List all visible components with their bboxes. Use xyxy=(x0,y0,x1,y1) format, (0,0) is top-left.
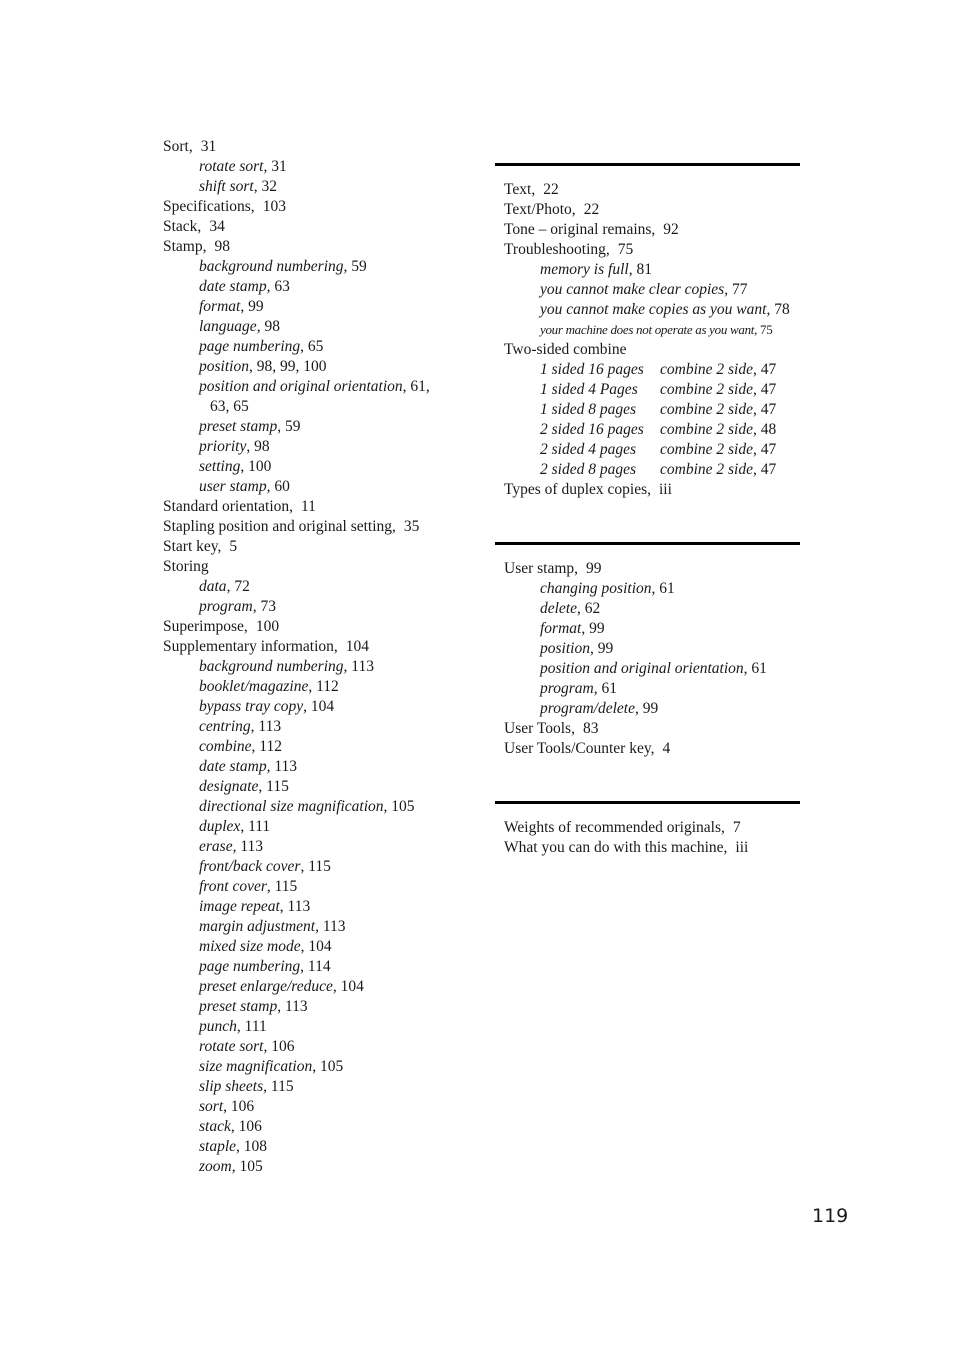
index-term: centring xyxy=(199,718,251,735)
index-page-ref: 34 xyxy=(209,218,225,235)
index-term: staple xyxy=(199,1138,237,1155)
index-page-ref: , 98, 99, 100 xyxy=(248,358,327,375)
index-entry xyxy=(504,818,800,838)
index-term: background numbering xyxy=(199,258,344,275)
index-term: Superimpose, xyxy=(163,618,248,635)
index-page-ref: , 47 xyxy=(752,381,777,398)
index-entry xyxy=(504,240,800,260)
index-term: designate xyxy=(199,778,259,795)
index-subentry xyxy=(504,300,800,320)
index-term: program xyxy=(199,598,253,615)
index-term: front/back cover xyxy=(199,858,301,875)
index-entry xyxy=(163,217,473,237)
index-term: What you can do with this machine, xyxy=(504,839,728,856)
index-page-ref: , 75 xyxy=(754,322,773,337)
index-subentry xyxy=(163,677,473,697)
index-page-ref: 83 xyxy=(582,720,599,737)
index-subentry xyxy=(163,1057,473,1077)
index-page-ref: , 59 xyxy=(277,418,301,435)
index-term: program/delete xyxy=(540,700,635,717)
index-term: rotate sort xyxy=(199,1038,264,1055)
index-page-ref: , 61, xyxy=(402,378,430,395)
index-term: you cannot make clear copies xyxy=(540,281,725,298)
index-term-detail: combine 2 side xyxy=(660,441,753,458)
index-term: Text/Photo, xyxy=(504,201,576,218)
index-term: Specifications, xyxy=(163,198,255,215)
index-entry xyxy=(163,637,473,657)
index-term-detail: combine 2 side xyxy=(660,421,753,438)
index-term: Storing xyxy=(163,558,209,575)
index-term: rotate sort xyxy=(199,158,264,175)
index-page-ref: , 106 xyxy=(263,1038,295,1055)
index-page-ref: , 112 xyxy=(251,738,282,755)
index-term: Sort, xyxy=(163,138,193,155)
index-page-ref: 11 xyxy=(301,498,316,515)
index-page-ref: , 32 xyxy=(253,178,277,195)
index-section xyxy=(495,542,800,759)
index-term: User Tools, xyxy=(504,720,575,737)
index-subentry xyxy=(163,1157,473,1177)
index-subentry xyxy=(163,377,473,397)
index-subentry xyxy=(163,277,473,297)
index-term: data xyxy=(199,578,227,595)
index-term-detail: combine 2 side xyxy=(660,401,753,418)
index-entry xyxy=(504,200,800,220)
index-page-ref: 104 xyxy=(345,638,370,655)
index-page-ref: iii xyxy=(735,839,749,856)
index-page-ref: , 63 xyxy=(266,278,290,295)
index-term: position xyxy=(199,358,249,375)
index-page-ref: , 100 xyxy=(240,458,272,475)
index-page-ref: , 61 xyxy=(743,660,767,677)
page-number: 119 xyxy=(812,1205,849,1227)
index-subentry xyxy=(163,897,473,917)
index-term: priority xyxy=(199,438,247,455)
index-page-ref: , 104 xyxy=(332,978,364,995)
index-page-ref: , 113 xyxy=(250,718,282,735)
index-page-ref: , 105 xyxy=(383,798,415,815)
index-term: 2 sided 4 pages xyxy=(540,441,637,458)
index-page-ref: 75 xyxy=(617,241,634,258)
index-subentry xyxy=(163,457,473,477)
index-page-ref: 22 xyxy=(583,201,600,218)
index-subentry xyxy=(504,440,800,460)
index-subentry xyxy=(163,977,473,997)
index-subentry xyxy=(504,679,800,699)
index-page-ref: 4 xyxy=(662,740,671,757)
index-term: Weights of recommended originals, xyxy=(504,819,725,836)
index-term: date stamp xyxy=(199,758,267,775)
index-entry xyxy=(504,719,800,739)
index-subentry xyxy=(163,817,473,837)
index-entry xyxy=(163,497,473,517)
index-page-ref: 99 xyxy=(586,560,602,577)
index-subentry xyxy=(504,659,800,679)
index-term: Stack, xyxy=(163,218,202,235)
index-entry xyxy=(504,739,800,759)
index-subentry xyxy=(163,437,473,457)
index-term: erase xyxy=(199,838,233,855)
index-term: Text, xyxy=(504,181,536,198)
index-page-ref: , 113 xyxy=(266,758,298,775)
index-subentry xyxy=(504,460,800,480)
index-subentry xyxy=(163,177,473,197)
index-page-ref: , 99 xyxy=(240,298,264,315)
index-subentry xyxy=(163,417,473,437)
index-entry xyxy=(163,137,473,157)
index-term: format xyxy=(540,620,582,637)
index-term: memory is full xyxy=(540,261,629,278)
index-term: Two-sided combine xyxy=(504,341,627,358)
index-term: preset stamp xyxy=(199,998,278,1015)
index-term: 63, 65 xyxy=(210,398,249,415)
index-term-detail: combine 2 side xyxy=(660,361,753,378)
index-term: User stamp, xyxy=(504,560,579,577)
index-page-ref: 92 xyxy=(663,221,679,238)
index-subentry xyxy=(504,639,800,659)
index-subentry xyxy=(163,597,473,617)
index-subentry xyxy=(504,420,800,440)
index-term: language xyxy=(199,318,257,335)
index-subentry xyxy=(163,757,473,777)
index-page-ref: , 47 xyxy=(752,441,777,458)
index-page-ref: , 104 xyxy=(303,698,335,715)
index-page-ref: , 77 xyxy=(724,281,748,298)
index-subentry xyxy=(163,777,473,797)
index-term: Stamp, xyxy=(163,238,207,255)
index-page-ref: , 113 xyxy=(232,838,264,855)
index-subentry xyxy=(163,577,473,597)
index-term: 2 sided 16 pages xyxy=(540,421,644,438)
index-page-ref: , 98 xyxy=(256,318,280,335)
index-page-ref: 35 xyxy=(403,518,420,535)
index-subentry xyxy=(163,1037,473,1057)
index-term: 1 sided 4 Pages xyxy=(540,381,638,398)
index-entry xyxy=(163,197,473,217)
index-page-ref: , 111 xyxy=(240,818,271,835)
index-term: bypass tray copy xyxy=(199,698,304,715)
index-page-ref: , 115 xyxy=(258,778,289,795)
index-page-ref: 7 xyxy=(732,819,741,836)
index-term: Start key, xyxy=(163,538,222,555)
index-page-ref: , 61 xyxy=(651,580,675,597)
index-term: 1 sided 8 pages xyxy=(540,401,637,418)
index-term: preset enlarge/reduce xyxy=(199,978,333,995)
index-subentry xyxy=(163,257,473,277)
index-page-ref: , 60 xyxy=(266,478,290,495)
index-entry xyxy=(504,559,800,579)
index-term: combine xyxy=(199,738,252,755)
index-subentry xyxy=(163,917,473,937)
index-term: Standard orientation, xyxy=(163,498,293,515)
index-subentry xyxy=(163,837,473,857)
index-page-ref: , 113 xyxy=(315,918,346,935)
index-term: program xyxy=(540,680,594,697)
index-page-ref: , 105 xyxy=(231,1158,263,1175)
index-term: shift sort xyxy=(199,178,254,195)
index-page-ref: , 73 xyxy=(252,598,276,615)
index-subentry xyxy=(163,1137,473,1157)
index-page-ref: , 112 xyxy=(308,678,339,695)
index-subentry xyxy=(163,357,473,377)
index-subentry xyxy=(504,260,800,280)
index-page-ref: , 113 xyxy=(279,898,311,915)
index-page-ref: , 59 xyxy=(343,258,367,275)
index-subentry xyxy=(504,320,800,340)
index-term-detail: combine 2 side xyxy=(660,381,753,398)
index-page-ref: , 113 xyxy=(277,998,308,1015)
index-term: setting xyxy=(199,458,241,475)
index-page-ref: , 111 xyxy=(236,1018,267,1035)
index-subentry xyxy=(163,397,473,417)
index-term: 2 sided 8 pages xyxy=(540,461,637,478)
index-term: slip sheets xyxy=(199,1078,264,1095)
index-page-ref: , 104 xyxy=(300,938,332,955)
index-term: front cover xyxy=(199,878,267,895)
index-term: size magnification xyxy=(199,1058,313,1075)
index-page-ref: , 105 xyxy=(312,1058,344,1075)
index-page-ref: , 78 xyxy=(766,301,790,318)
index-term: position and original orientation xyxy=(199,378,403,395)
index-term: Types of duplex copies, xyxy=(504,481,651,498)
index-page-ref: , 106 xyxy=(230,1118,262,1135)
index-subentry xyxy=(504,579,800,599)
index-page-ref: , 72 xyxy=(226,578,250,595)
index-subentry xyxy=(504,380,800,400)
index-term: booklet/magazine xyxy=(199,678,309,695)
index-term: punch xyxy=(199,1018,237,1035)
index-subentry xyxy=(504,280,800,300)
index-term: zoom xyxy=(199,1158,232,1175)
index-term: page numbering xyxy=(199,338,301,355)
index-term: user stamp xyxy=(199,478,267,495)
index-entry xyxy=(504,480,800,500)
index-subentry xyxy=(504,699,800,719)
index-page-ref: , 115 xyxy=(263,1078,294,1095)
index-entry xyxy=(163,617,473,637)
index-page-ref: , 108 xyxy=(236,1138,268,1155)
index-page-ref: , 113 xyxy=(343,658,374,675)
index-term: delete xyxy=(540,600,578,617)
index-page-ref: , 99 xyxy=(581,620,605,637)
index-term: your machine does not operate as you want xyxy=(540,322,755,337)
index-page-ref: , 99 xyxy=(589,640,614,657)
index-column-right xyxy=(495,163,800,858)
index-subentry xyxy=(163,877,473,897)
index-page-ref: 98 xyxy=(214,238,230,255)
index-term: 1 sided 16 pages xyxy=(540,361,644,378)
index-term: mixed size mode xyxy=(199,938,301,955)
index-page-ref: , 98 xyxy=(246,438,270,455)
index-term: sort xyxy=(199,1098,224,1115)
index-term: changing position xyxy=(540,580,652,597)
index-subentry xyxy=(163,957,473,977)
index-subentry xyxy=(163,1097,473,1117)
index-subentry xyxy=(163,337,473,357)
index-entry xyxy=(163,517,473,537)
index-subentry xyxy=(163,797,473,817)
index-entry xyxy=(504,340,800,360)
index-entry xyxy=(163,237,473,257)
index-term: you cannot make copies as you want xyxy=(540,301,767,318)
index-term: directional size magnification xyxy=(199,798,384,815)
index-term: format xyxy=(199,298,241,315)
index-page-ref: , 81 xyxy=(628,261,652,278)
index-term: User Tools/Counter key, xyxy=(504,740,655,757)
index-entry xyxy=(163,557,473,577)
index-subentry xyxy=(163,657,473,677)
index-page-ref: , 47 xyxy=(752,461,777,478)
index-term: background numbering xyxy=(199,658,344,675)
index-subentry xyxy=(504,360,800,380)
index-entry xyxy=(504,838,800,858)
index-entry xyxy=(504,220,800,240)
index-subentry xyxy=(163,997,473,1017)
index-subentry xyxy=(163,157,473,177)
index-page-ref: , 106 xyxy=(223,1098,255,1115)
index-page-ref: , 31 xyxy=(263,158,287,175)
index-term: Troubleshooting, xyxy=(504,241,610,258)
index-subentry xyxy=(163,1077,473,1097)
index-page-ref: 100 xyxy=(255,618,280,635)
index-term: Tone – original remains, xyxy=(504,221,656,238)
index-term: position and original orientation xyxy=(540,660,744,677)
index-entry xyxy=(504,180,800,200)
index-subentry xyxy=(163,477,473,497)
index-page-ref: , 62 xyxy=(577,600,601,617)
index-term: margin adjustment xyxy=(199,918,316,935)
index-page-ref: , 115 xyxy=(300,858,331,875)
index-page-ref: , 47 xyxy=(752,401,777,418)
index-page-ref: 22 xyxy=(543,181,559,198)
index-subentry xyxy=(163,1117,473,1137)
index-subentry xyxy=(504,400,800,420)
index-subentry xyxy=(504,619,800,639)
index-term: preset stamp xyxy=(199,418,278,435)
index-subentry xyxy=(504,599,800,619)
index-entry xyxy=(163,537,473,557)
index-subentry xyxy=(163,697,473,717)
index-page-ref: , 61 xyxy=(593,680,617,697)
index-term: image repeat xyxy=(199,898,280,915)
index-term: date stamp xyxy=(199,278,267,295)
index-subentry xyxy=(163,737,473,757)
index-page-ref: 103 xyxy=(262,198,286,215)
index-subentry xyxy=(163,297,473,317)
index-page-ref: , 48 xyxy=(752,421,777,438)
index-term: duplex xyxy=(199,818,241,835)
index-page-ref: 31 xyxy=(200,138,217,155)
index-column-left xyxy=(163,137,473,1177)
index-page-ref: , 99 xyxy=(635,700,659,717)
index-page-ref: , 47 xyxy=(752,361,777,378)
index-page-ref: , 114 xyxy=(300,958,331,975)
index-page-ref: , 115 xyxy=(266,878,298,895)
index-term: stack xyxy=(199,1118,231,1135)
index-page-ref: iii xyxy=(659,481,672,498)
index-term: Supplementary information, xyxy=(163,638,338,655)
index-subentry xyxy=(163,1017,473,1037)
index-section xyxy=(495,163,800,500)
index-page-ref: , 65 xyxy=(300,338,324,355)
index-term: Stapling position and original setting, xyxy=(163,518,396,535)
index-subentry xyxy=(163,857,473,877)
index-subentry xyxy=(163,937,473,957)
index-page-ref: 5 xyxy=(229,538,238,555)
index-section xyxy=(495,801,800,858)
index-subentry xyxy=(163,717,473,737)
index-term-detail: combine 2 side xyxy=(660,461,753,478)
index-term: position xyxy=(540,640,590,657)
index-term: page numbering xyxy=(199,958,301,975)
index-subentry xyxy=(163,317,473,337)
